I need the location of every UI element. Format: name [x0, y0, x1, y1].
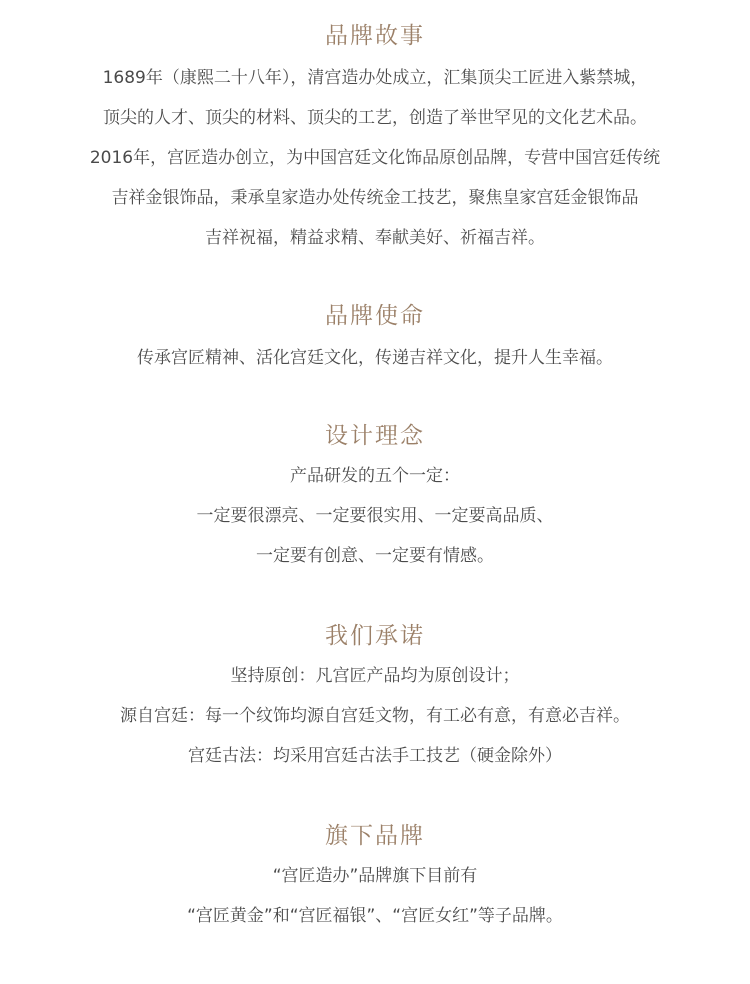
sub-brands-section [0, 818, 750, 936]
brand-mission-line: 传承宫匠精神、活化宫廷文化，传递吉祥文化，提升人生幸福。 [137, 348, 613, 368]
sub-brands-line: “宫匠黄金”和“宫匠福银”、“宫匠女红”等子品牌。 [187, 906, 563, 926]
design-concept-body [0, 456, 750, 576]
design-concept-line: 产品研发的五个一定： [290, 466, 460, 486]
our-promise-title: 我们承诺 [325, 623, 425, 649]
brand-mission-title: 品牌使命 [325, 303, 425, 329]
our-promise-section [0, 618, 750, 776]
brand-story-section [0, 18, 750, 258]
design-concept-title: 设计理念 [325, 423, 425, 449]
design-concept-line: 一定要有创意、一定要有情感。 [256, 546, 494, 566]
brand-story-line: 吉祥金银饰品，秉承皇家造办处传统金工技艺，聚焦皇家宫廷金银饰品 [111, 188, 639, 208]
our-promise-line: 坚持原创：凡宫匠产品均为原创设计； [230, 666, 520, 686]
our-promise-line: 源自宫廷：每一个纹饰均源自宫廷文物，有工必有意，有意必吉祥。 [120, 706, 630, 726]
our-promise-body [0, 656, 750, 776]
sub-brands-title: 旗下品牌 [325, 823, 425, 849]
brand-story-line: 顶尖的人才、顶尖的材料、顶尖的工艺，创造了举世罕见的文化艺术品。 [103, 108, 647, 128]
brand-story-line: 1689年（康熙二十八年），清宫造办处成立，汇集顶尖工匠进入紫禁城， [102, 68, 648, 88]
design-concept-section [0, 418, 750, 576]
sub-brands-body [0, 856, 750, 936]
brand-story-title: 品牌故事 [325, 23, 425, 49]
sub-brands-line: “宫匠造办”品牌旗下目前有 [272, 866, 478, 886]
brand-mission-body [0, 338, 750, 378]
brand-story-body [0, 58, 750, 258]
brand-story-line: 吉祥祝福，精益求精、奉献美好、祈福吉祥。 [205, 228, 545, 248]
brand-mission-section [0, 298, 750, 378]
design-concept-line: 一定要很漂亮、一定要很实用、一定要高品质、 [196, 506, 554, 526]
brand-story-line: 2016年，宫匠造办创立，为中国宫廷文化饰品原创品牌，专营中国宫廷传统 [89, 148, 661, 168]
our-promise-line: 宫廷古法：均采用宫廷古法手工技艺（硬金除外） [188, 746, 562, 766]
